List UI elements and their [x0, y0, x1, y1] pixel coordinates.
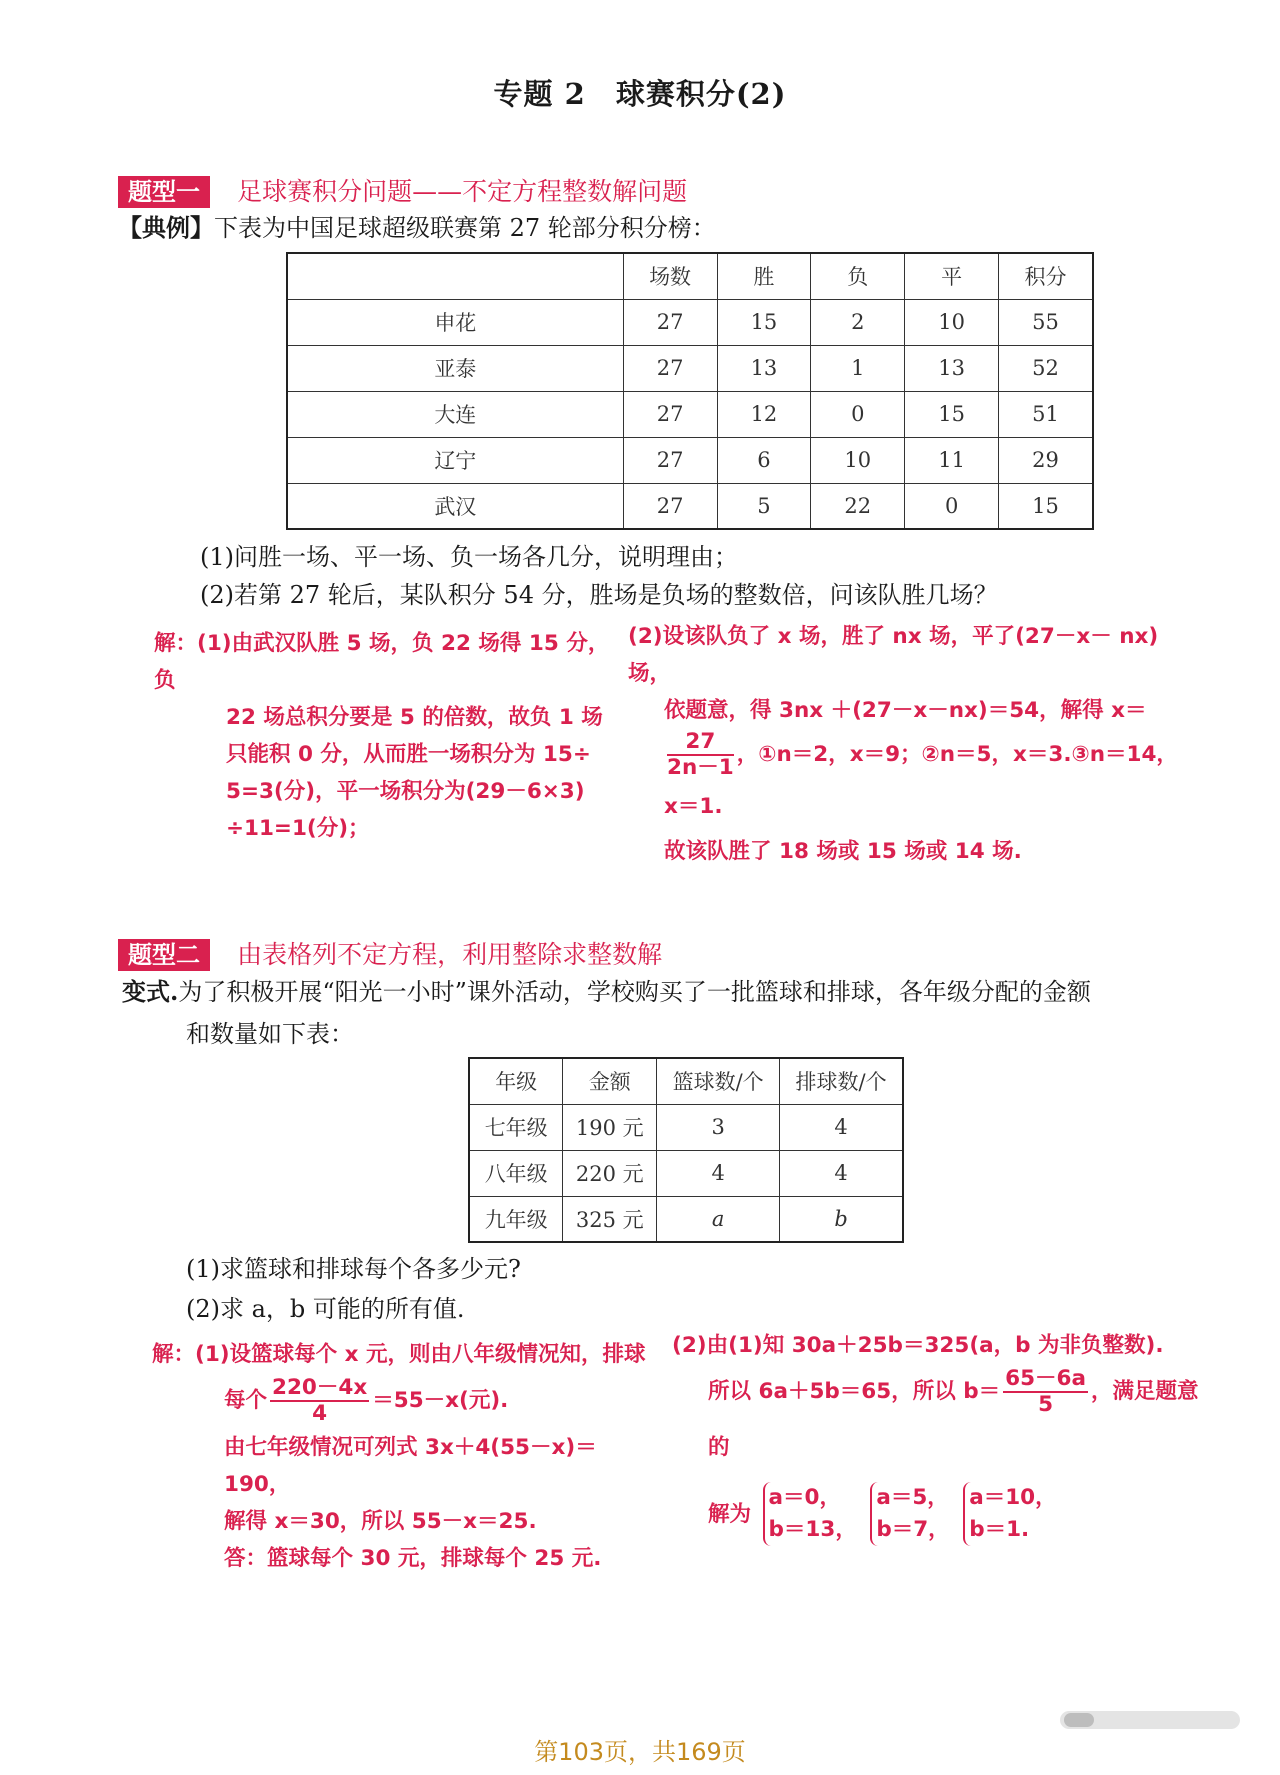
- variant-tag: 变式.: [122, 977, 179, 1006]
- fraction-numerator: 27: [667, 730, 734, 756]
- table-cell: 10: [905, 299, 999, 345]
- table-row: [287, 299, 1093, 345]
- solution-line: 只能积 0 分，从而胜一场积分为 15÷: [226, 742, 591, 767]
- solution-line: 5=3(分)，平一场积分为(29－6×3): [226, 779, 585, 804]
- solution-line: 故该队胜了 18 场或 15 场或 14 场.: [664, 839, 1022, 864]
- table-header-cell: 篮球数/个: [657, 1058, 780, 1104]
- fraction: [1003, 1367, 1088, 1416]
- table-header-cell: [287, 253, 623, 299]
- solution-line: 依题意，得 3nx ＋(27－x－nx)＝54，解得 x＝: [664, 698, 1147, 723]
- table-cell: b: [780, 1196, 903, 1242]
- solution-text: 解为: [708, 1501, 752, 1527]
- table-row: [287, 483, 1093, 529]
- section1-intro: [118, 211, 716, 245]
- grade-name: 七年级: [469, 1104, 563, 1150]
- section1-title: 足球赛积分问题——不定方程整数解问题: [237, 177, 688, 206]
- table-cell: 52: [999, 345, 1093, 391]
- table-cell: 27: [623, 345, 717, 391]
- table-row: [287, 437, 1093, 483]
- fraction-denominator: 4: [312, 1401, 328, 1426]
- fraction: [270, 1376, 369, 1425]
- table-cell: 4: [780, 1104, 903, 1150]
- solution-text: ＝55－x(元).: [372, 1388, 509, 1413]
- table-cell: 10: [811, 437, 905, 483]
- table-cell: 220 元: [563, 1150, 657, 1196]
- solution-line: (2)设该队负了 x 场，胜了 nx 场，平了(27－x－ nx)场，: [628, 624, 1159, 686]
- table-header-cell: 平: [905, 253, 999, 299]
- solution-value: a＝10，: [969, 1485, 1057, 1510]
- section2-badge: 题型二: [118, 939, 210, 971]
- table-cell: 55: [999, 299, 1093, 345]
- table-cell: 27: [623, 437, 717, 483]
- solution-set: [870, 1482, 949, 1546]
- solution-value: b＝1.: [969, 1517, 1030, 1542]
- solution-set: [963, 1482, 1056, 1546]
- team-name: 亚泰: [287, 345, 623, 391]
- table-header-cell: 胜: [717, 253, 811, 299]
- section2-header: [118, 935, 662, 971]
- fraction-numerator: 220－4x: [272, 1375, 368, 1401]
- table-cell: 11: [905, 437, 999, 483]
- table-header-cell: 场数: [623, 253, 717, 299]
- table-cell: 5: [717, 483, 811, 529]
- fraction-numerator: 65－6a: [1005, 1366, 1086, 1392]
- section2-intro: [122, 975, 1202, 1009]
- solution-line: [672, 1482, 1212, 1546]
- team-name: 辽宁: [287, 437, 623, 483]
- solution-text: 所以 6a＋5b＝65，所以 b＝: [708, 1379, 1001, 1404]
- solution-2-left: [152, 1336, 672, 1577]
- table-cell: 325 元: [563, 1196, 657, 1242]
- table-row: [469, 1196, 903, 1242]
- table-cell: 15: [717, 299, 811, 345]
- table-header-cell: 金额: [563, 1058, 657, 1104]
- table-row: [469, 1150, 903, 1196]
- team-name: 申花: [287, 299, 623, 345]
- solution-line: (2)由(1)知 30a＋25b＝325(a，b 为非负整数).: [672, 1333, 1164, 1358]
- scrollbar-thumb[interactable]: [1064, 1713, 1094, 1727]
- team-name: 大连: [287, 391, 623, 437]
- variant-text: 为了积极开展“阳光一小时”课外活动，学校购买了一批篮球和排球，各年级分配的金额: [178, 978, 1091, 1006]
- solution-1-left: [154, 625, 614, 847]
- league-table: [286, 252, 1094, 530]
- solution-line: 由七年级情况可列式 3x＋4(55－x)＝: [224, 1435, 597, 1460]
- solution-line: 解：(1)由武汉队胜 5 场，负 22 场得 15 分，负: [154, 631, 610, 693]
- solution-value: a＝5，: [876, 1485, 949, 1510]
- table-row: [287, 345, 1093, 391]
- table-cell: 27: [623, 483, 717, 529]
- solution-line: ÷11=1(分)；: [226, 816, 370, 841]
- solution-line: [628, 729, 1188, 833]
- table-cell: 27: [623, 391, 717, 437]
- solution-text: 每个: [224, 1388, 268, 1413]
- solution-line: 22 场总积分要是 5 的倍数，故负 1 场: [226, 705, 603, 730]
- solution-value: b＝13，: [768, 1517, 857, 1542]
- table-cell: 6: [717, 437, 811, 483]
- question-2: (2)求 a，b 可能的所有值.: [186, 1295, 465, 1323]
- table-cell: 0: [905, 483, 999, 529]
- table-cell: 15: [905, 391, 999, 437]
- table-header-cell: 负: [811, 253, 905, 299]
- table-row: [287, 391, 1093, 437]
- solution-line: 答：篮球每个 30 元，排球每个 25 元.: [224, 1546, 602, 1571]
- table-row: [469, 1104, 903, 1150]
- question-2: (2)若第 27 轮后，某队积分 54 分，胜场是负场的整数倍，问该队胜几场？: [200, 581, 998, 609]
- solution-set: [763, 1482, 857, 1546]
- table-cell: 13: [717, 345, 811, 391]
- table-header-row: [469, 1058, 903, 1104]
- fraction-denominator: 2n－1: [667, 755, 734, 780]
- table-header-cell: 排球数/个: [780, 1058, 903, 1104]
- solution-text: ，满足题意的: [708, 1379, 1199, 1460]
- solution-text: ，①n＝2，x＝9；②n＝5，x＝3.③n＝14，x＝1.: [664, 742, 1178, 819]
- table-cell: 2: [811, 299, 905, 345]
- table-cell: 0: [811, 391, 905, 437]
- table-cell: 51: [999, 391, 1093, 437]
- example-text: 下表为中国足球超级联赛第 27 轮部分积分榜：: [214, 214, 716, 242]
- table-cell: 13: [905, 345, 999, 391]
- solution-line: 解：(1)设篮球每个 x 元，则由八年级情况知，排球: [152, 1342, 646, 1367]
- example-tag: 【典例】: [118, 213, 214, 242]
- solution-value: b＝7，: [876, 1517, 950, 1542]
- section2-intro-cont: 和数量如下表：: [186, 1020, 354, 1048]
- solution-line: [152, 1373, 672, 1429]
- table-cell: 3: [657, 1104, 780, 1150]
- table-cell: 15: [999, 483, 1093, 529]
- table-cell: 4: [780, 1150, 903, 1196]
- question-1: (1)求篮球和排球每个各多少元?: [186, 1255, 521, 1283]
- table-cell: 4: [657, 1150, 780, 1196]
- grade-name: 九年级: [469, 1196, 563, 1242]
- question-1: (1)问胜一场、平一场、负一场各几分，说明理由；: [200, 543, 738, 571]
- section1-header: [118, 172, 687, 208]
- solution-value: a＝0，: [768, 1485, 841, 1510]
- table-header-cell: 年级: [469, 1058, 563, 1104]
- table-cell: 22: [811, 483, 905, 529]
- grade-table: [468, 1057, 904, 1243]
- fraction: [667, 730, 734, 779]
- page-indicator: 第103页，共169页: [534, 1738, 746, 1766]
- solution-line: 解得 x＝30，所以 55－x＝25.: [224, 1509, 537, 1534]
- table-header-cell: 积分: [999, 253, 1093, 299]
- team-name: 武汉: [287, 483, 623, 529]
- table-header-row: [287, 253, 1093, 299]
- table-cell: 27: [623, 299, 717, 345]
- table-cell: 29: [999, 437, 1093, 483]
- solution-line: [672, 1364, 1212, 1476]
- solution-line: 190，: [224, 1472, 291, 1497]
- scrollbar[interactable]: [1060, 1705, 1240, 1735]
- table-cell: 12: [717, 391, 811, 437]
- section2-title: 由表格列不定方程，利用整除求整数解: [237, 940, 663, 969]
- table-cell: 1: [811, 345, 905, 391]
- section1-badge: 题型一: [118, 176, 210, 208]
- solution-2-right: [672, 1327, 1212, 1546]
- page-title: 专题 2 球赛积分(2): [493, 77, 787, 111]
- grade-name: 八年级: [469, 1150, 563, 1196]
- table-cell: a: [657, 1196, 780, 1242]
- fraction-denominator: 5: [1038, 1392, 1054, 1417]
- solution-1-right: [628, 618, 1188, 870]
- table-cell: 190 元: [563, 1104, 657, 1150]
